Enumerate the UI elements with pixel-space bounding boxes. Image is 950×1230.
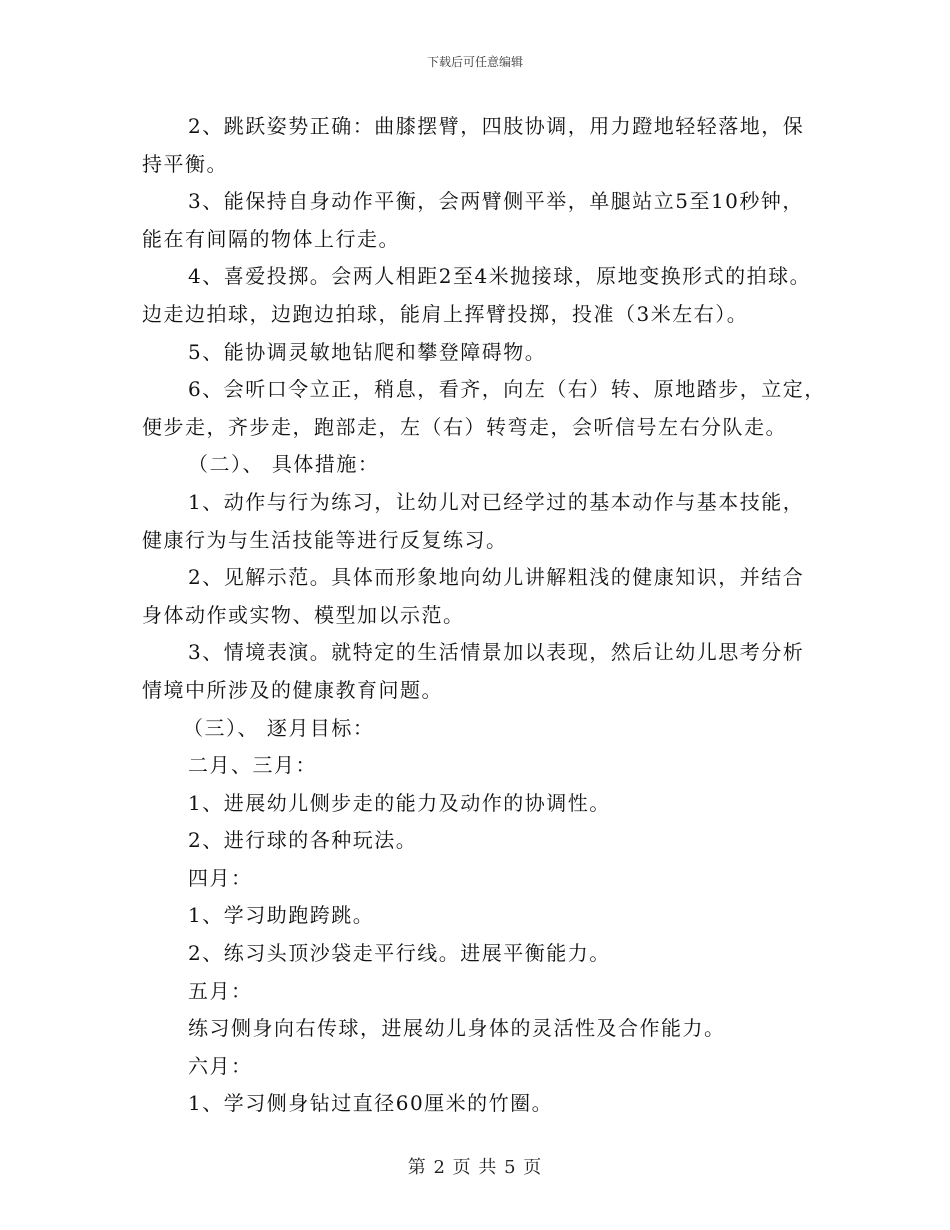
text-line: 1、进展幼儿侧步走的能力及动作的协调性。 <box>188 790 611 815</box>
text-line: 5、能协调灵敏地钻爬和攀登障碍物。 <box>188 339 547 364</box>
text-line: 二月、三月： <box>188 753 317 778</box>
text-line: 2、练习头顶沙袋走平行线。进展平衡能力。 <box>188 941 611 966</box>
text-line: 六月： <box>188 1053 253 1078</box>
text-line: 练习侧身向右传球，进展幼儿身体的灵活性及合作能力。 <box>188 1016 726 1041</box>
text-line: 2、跳跃姿势正确：曲膝摆臂，四肢协调，用力蹬地轻轻落地，保 <box>188 114 805 138</box>
text-line: 2、进行球的各种玩法。 <box>188 828 418 853</box>
text-line: 4、喜爱投掷。会两人相距2至4米抛接球，原地变换形式的拍球。 <box>188 264 812 289</box>
header-note: 下载后可任意编辑 <box>426 55 523 69</box>
text-line: 3、能保持自身动作平衡，会两臂侧平举，单腿站立5至10秒钟， <box>188 189 804 214</box>
text-line: 持平衡。 <box>142 151 228 176</box>
text-line: 1、动作与行为练习，让幼儿对已经学过的基本动作与基本技能， <box>188 489 805 514</box>
text-line: 1、学习侧身钻过直径60厘米的竹圈。 <box>188 1091 554 1116</box>
document-body <box>142 108 826 1123</box>
text-line: 1、学习助跑跨跳。 <box>188 903 375 928</box>
text-line: 边走边拍球，边跑边拍球，能肩上挥臂投掷，投准（3米左右）。 <box>142 301 749 326</box>
text-line: 身体动作或实物、模型加以示范。 <box>142 602 465 627</box>
text-line: 2、见解示范。具体而形象地向幼儿讲解粗浅的健康知识，并结合 <box>188 565 805 590</box>
text-line: 能在有间隔的物体上行走。 <box>142 226 400 251</box>
page-number: 第 2 页 共 5 页 <box>407 1157 543 1178</box>
text-line: （三）、 逐月目标： <box>183 715 375 740</box>
text-line: 健康行为与生活技能等进行反复练习。 <box>142 527 508 552</box>
text-line: 四月： <box>188 865 253 890</box>
text-line: 6、会听口令立正，稍息，看齐，向左（右）转、原地踏步，立定， <box>188 377 826 402</box>
text-line: 情境中所涉及的健康教育问题。 <box>142 677 443 702</box>
text-line: 3、情境表演。就特定的生活情景加以表现，然后让幼儿思考分析 <box>188 640 805 665</box>
text-line: 便步走，齐步走，跑部走，左（右）转弯走，会听信号左右分队走。 <box>142 414 787 439</box>
text-line: 五月： <box>188 978 253 1003</box>
text-line: （二）、 具体措施： <box>188 452 380 477</box>
